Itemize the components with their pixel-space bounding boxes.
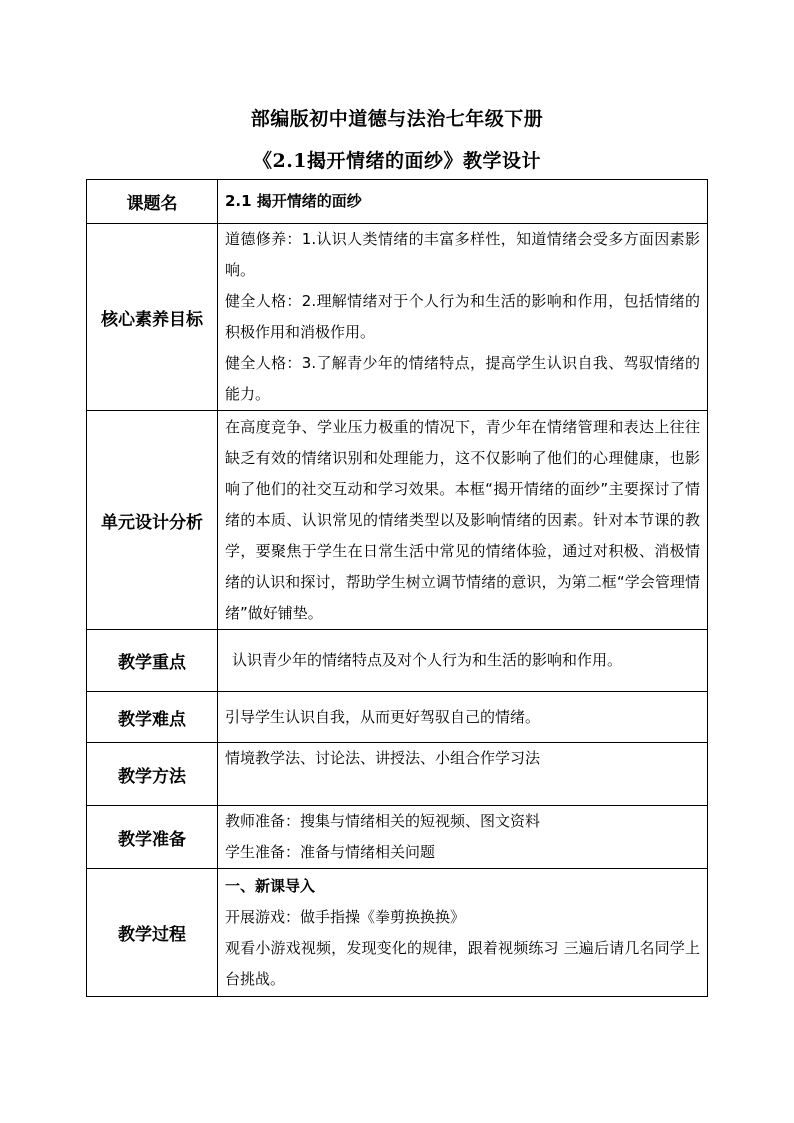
goal-line: 道德修养：1.认识人类情绪的丰富多样性，知道情绪会受多方面因素影响。 bbox=[225, 230, 700, 279]
row-label-methods: 教学方法 bbox=[87, 743, 218, 806]
table-row bbox=[87, 806, 708, 869]
row-label-key-points: 教学重点 bbox=[87, 630, 218, 692]
table-row bbox=[87, 180, 708, 224]
process-content bbox=[218, 869, 708, 997]
table-row bbox=[87, 411, 708, 630]
table-row bbox=[87, 869, 708, 997]
analysis-text: 在高度竞争、学业压力极重的情况下，青少年在情绪管理和表达上往往缺乏有效的情绪识别和处理能力，这不仅影响了他们的心理健康，也影响了他们的社交互动和学习效果。本框“揭开情绪的面纱”主要探讨了情绪的本质、认识常见的情绪类型以及影响情绪的因素。针对本节课的教学，要聚焦于学生在日常生活中常见的情绪体验，通过对积极、消极情绪的认识和探讨，帮助学生树立调节情绪的意识，为第二框“学会管理情绪”做好铺垫。 bbox=[225, 417, 700, 622]
table-row bbox=[87, 743, 708, 806]
row-label-topic: 课题名 bbox=[87, 180, 218, 224]
goal-line: 健全人格：3.了解青少年的情绪特点，提高学生认识自我、驾驭情绪的能力。 bbox=[225, 354, 700, 403]
methods-value: 情境教学法、讨论法、讲授法、小组合作学习法 bbox=[218, 743, 708, 806]
goals-content bbox=[218, 224, 708, 411]
lesson-plan-table bbox=[86, 179, 708, 997]
difficulties-value: 引导学生认识自我，从而更好驾驭自己的情绪。 bbox=[218, 692, 708, 743]
row-label-difficulties: 教学难点 bbox=[87, 692, 218, 743]
preparation-line: 学生准备：准备与情绪相关问题 bbox=[225, 843, 436, 861]
document-subtitle: 《2.1揭开情绪的面纱》教学设计 bbox=[252, 150, 542, 172]
process-line: 观看小游戏视频，发现变化的规律，跟着视频练习 三遍后请几名同学上台挑战。 bbox=[225, 938, 700, 988]
row-label-process: 教学过程 bbox=[87, 869, 218, 997]
process-line: 开展游戏：做手指操《拳剪换换换》 bbox=[225, 907, 466, 926]
analysis-content bbox=[218, 411, 708, 630]
process-heading: 一、新课导入 bbox=[225, 876, 316, 895]
row-label-preparation: 教学准备 bbox=[87, 806, 218, 869]
topic-value: 2.1 揭开情绪的面纱 bbox=[218, 180, 708, 224]
goal-line: 健全人格：2.理解情绪对于个人行为和生活的影响和作用，包括情绪的积极作用和消极作用。 bbox=[225, 292, 700, 341]
preparation-line: 教师准备：搜集与情绪相关的短视频、图文资料 bbox=[225, 812, 541, 830]
table-row bbox=[87, 630, 708, 692]
table-row bbox=[87, 224, 708, 411]
table-row bbox=[87, 692, 708, 743]
row-label-goals: 核心素养目标 bbox=[87, 224, 218, 411]
key-points-value: 认识青少年的情绪特点及对个人行为和生活的影响和作用。 bbox=[218, 630, 708, 692]
row-label-analysis: 单元设计分析 bbox=[87, 411, 218, 630]
document-title: 部编版初中道德与法治七年级下册 bbox=[250, 108, 544, 130]
preparation-content bbox=[218, 806, 708, 869]
